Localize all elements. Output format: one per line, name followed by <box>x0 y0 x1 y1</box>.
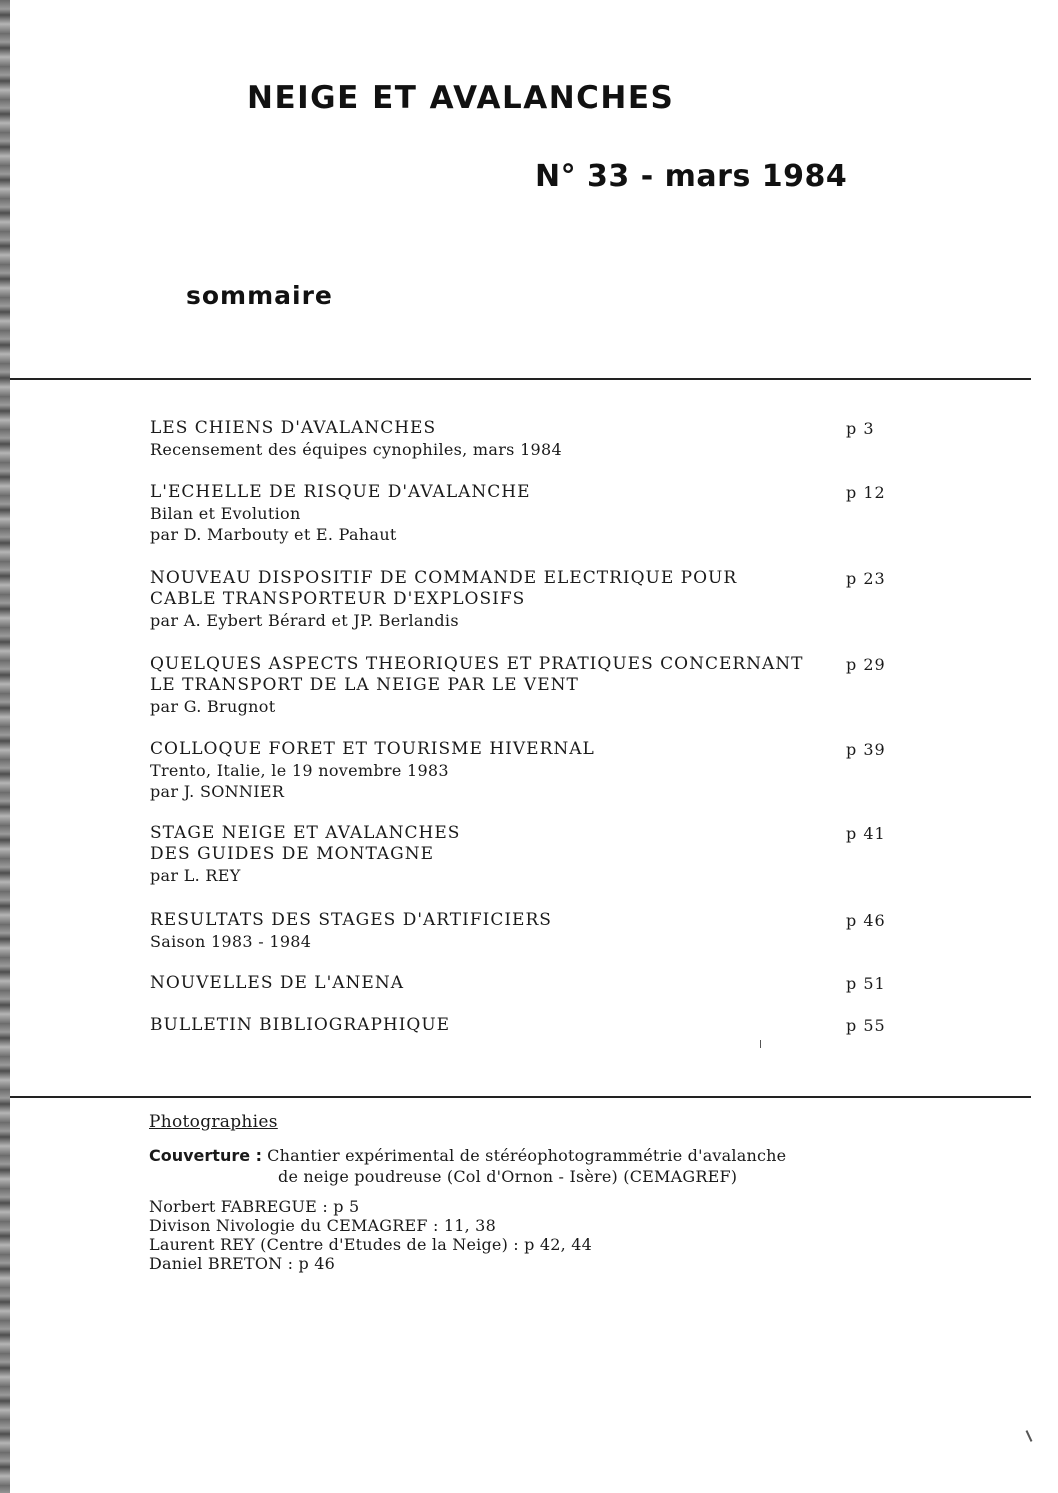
credit-line: Norbert FABREGUE : p 5 <box>149 1197 360 1216</box>
bottom-divider <box>10 1096 1031 1098</box>
toc-entry <box>150 654 910 717</box>
toc-entry <box>150 568 910 631</box>
credit-line: Divison Nivologie du CEMAGREF : 11, 38 <box>149 1216 496 1235</box>
issue-number: N° 33 - mars 1984 <box>535 159 848 194</box>
toc-entry-page: p 23 <box>846 569 886 588</box>
top-divider <box>10 378 1031 380</box>
cover-caption <box>149 1145 909 1187</box>
summary-heading: sommaire <box>186 281 333 310</box>
toc-entry-subline: par A. Eybert Bérard et JP. Berlandis <box>150 611 459 630</box>
toc-entry-subline: Recensement des équipes cynophiles, mars 1984 <box>150 440 562 459</box>
toc-entry-subline: par D. Marbouty et E. Pahaut <box>150 525 397 544</box>
toc-entry-title: L'ECHELLE DE RISQUE D'AVALANCHE <box>150 482 531 502</box>
toc-entry-page: p 39 <box>846 740 886 759</box>
cover-caption-line: Chantier expérimental de stéréophotogrammétrie d'avalanche <box>267 1146 787 1165</box>
scan-speck <box>760 1040 761 1048</box>
toc-entry-page: p 55 <box>846 1016 886 1035</box>
scan-binding-edge <box>0 0 10 1493</box>
toc-entry-title: NOUVEAU DISPOSITIF DE COMMANDE ELECTRIQUE POUR CABLE TRANSPORTEUR D'EXPLOSIFS <box>150 568 738 609</box>
toc-entry-title: RESULTATS DES STAGES D'ARTIFICIERS <box>150 910 552 930</box>
toc-entry <box>150 823 910 886</box>
journal-title: NEIGE ET AVALANCHES <box>247 80 675 116</box>
credit-line: Laurent REY (Centre d'Etudes de la Neige) : p 42, 44 <box>149 1235 592 1254</box>
toc-entry-subline: par J. SONNIER <box>150 782 285 801</box>
toc-entry-subline: Saison 1983 - 1984 <box>150 932 312 951</box>
toc-entry-title: NOUVELLES DE L'ANENA <box>150 973 404 993</box>
toc-entry-subline: par L. REY <box>150 866 241 885</box>
toc-entry-title: LES CHIENS D'AVALANCHES <box>150 418 437 438</box>
toc-entry-page: p 29 <box>846 655 886 674</box>
toc-entry <box>150 910 910 952</box>
cover-label: Couverture : <box>149 1146 263 1165</box>
toc-entry <box>150 739 910 802</box>
toc-entry-page: p 12 <box>846 483 886 502</box>
toc-entry-title: STAGE NEIGE ET AVALANCHES DES GUIDES DE MONTAGNE <box>150 823 461 864</box>
cover-caption-line: de neige poudreuse (Col d'Ornon - Isère) (CEMAGREF) <box>278 1167 738 1186</box>
credits-list <box>149 1197 909 1273</box>
photo-credits <box>149 1111 909 1273</box>
toc-entry-page: p 41 <box>846 824 886 843</box>
toc-entry-subline: Trento, Italie, le 19 novembre 1983 <box>150 761 449 780</box>
toc-entry-title: QUELQUES ASPECTS THEORIQUES ET PRATIQUES CONCERNANT LE TRANSPORT DE LA NEIGE PAR LE VENT <box>150 654 804 695</box>
credit-line: Daniel BRETON : p 46 <box>149 1254 335 1273</box>
toc-entry-title: COLLOQUE FORET ET TOURISME HIVERNAL <box>150 739 595 759</box>
photos-heading: Photographies <box>149 1112 278 1132</box>
toc-entry <box>150 482 910 545</box>
toc-entry-subline: par G. Brugnot <box>150 697 276 716</box>
toc-entry <box>150 1015 910 1036</box>
toc-entry-page: p 3 <box>846 419 875 438</box>
toc-entry-title: BULLETIN BIBLIOGRAPHIQUE <box>150 1015 451 1035</box>
toc-entry-page: p 46 <box>846 911 886 930</box>
toc-entry <box>150 418 910 460</box>
toc-entry-page: p 51 <box>846 974 886 993</box>
toc-entry <box>150 973 910 994</box>
scan-speck <box>1026 1430 1033 1442</box>
toc-entry-subline: Bilan et Evolution <box>150 504 301 523</box>
